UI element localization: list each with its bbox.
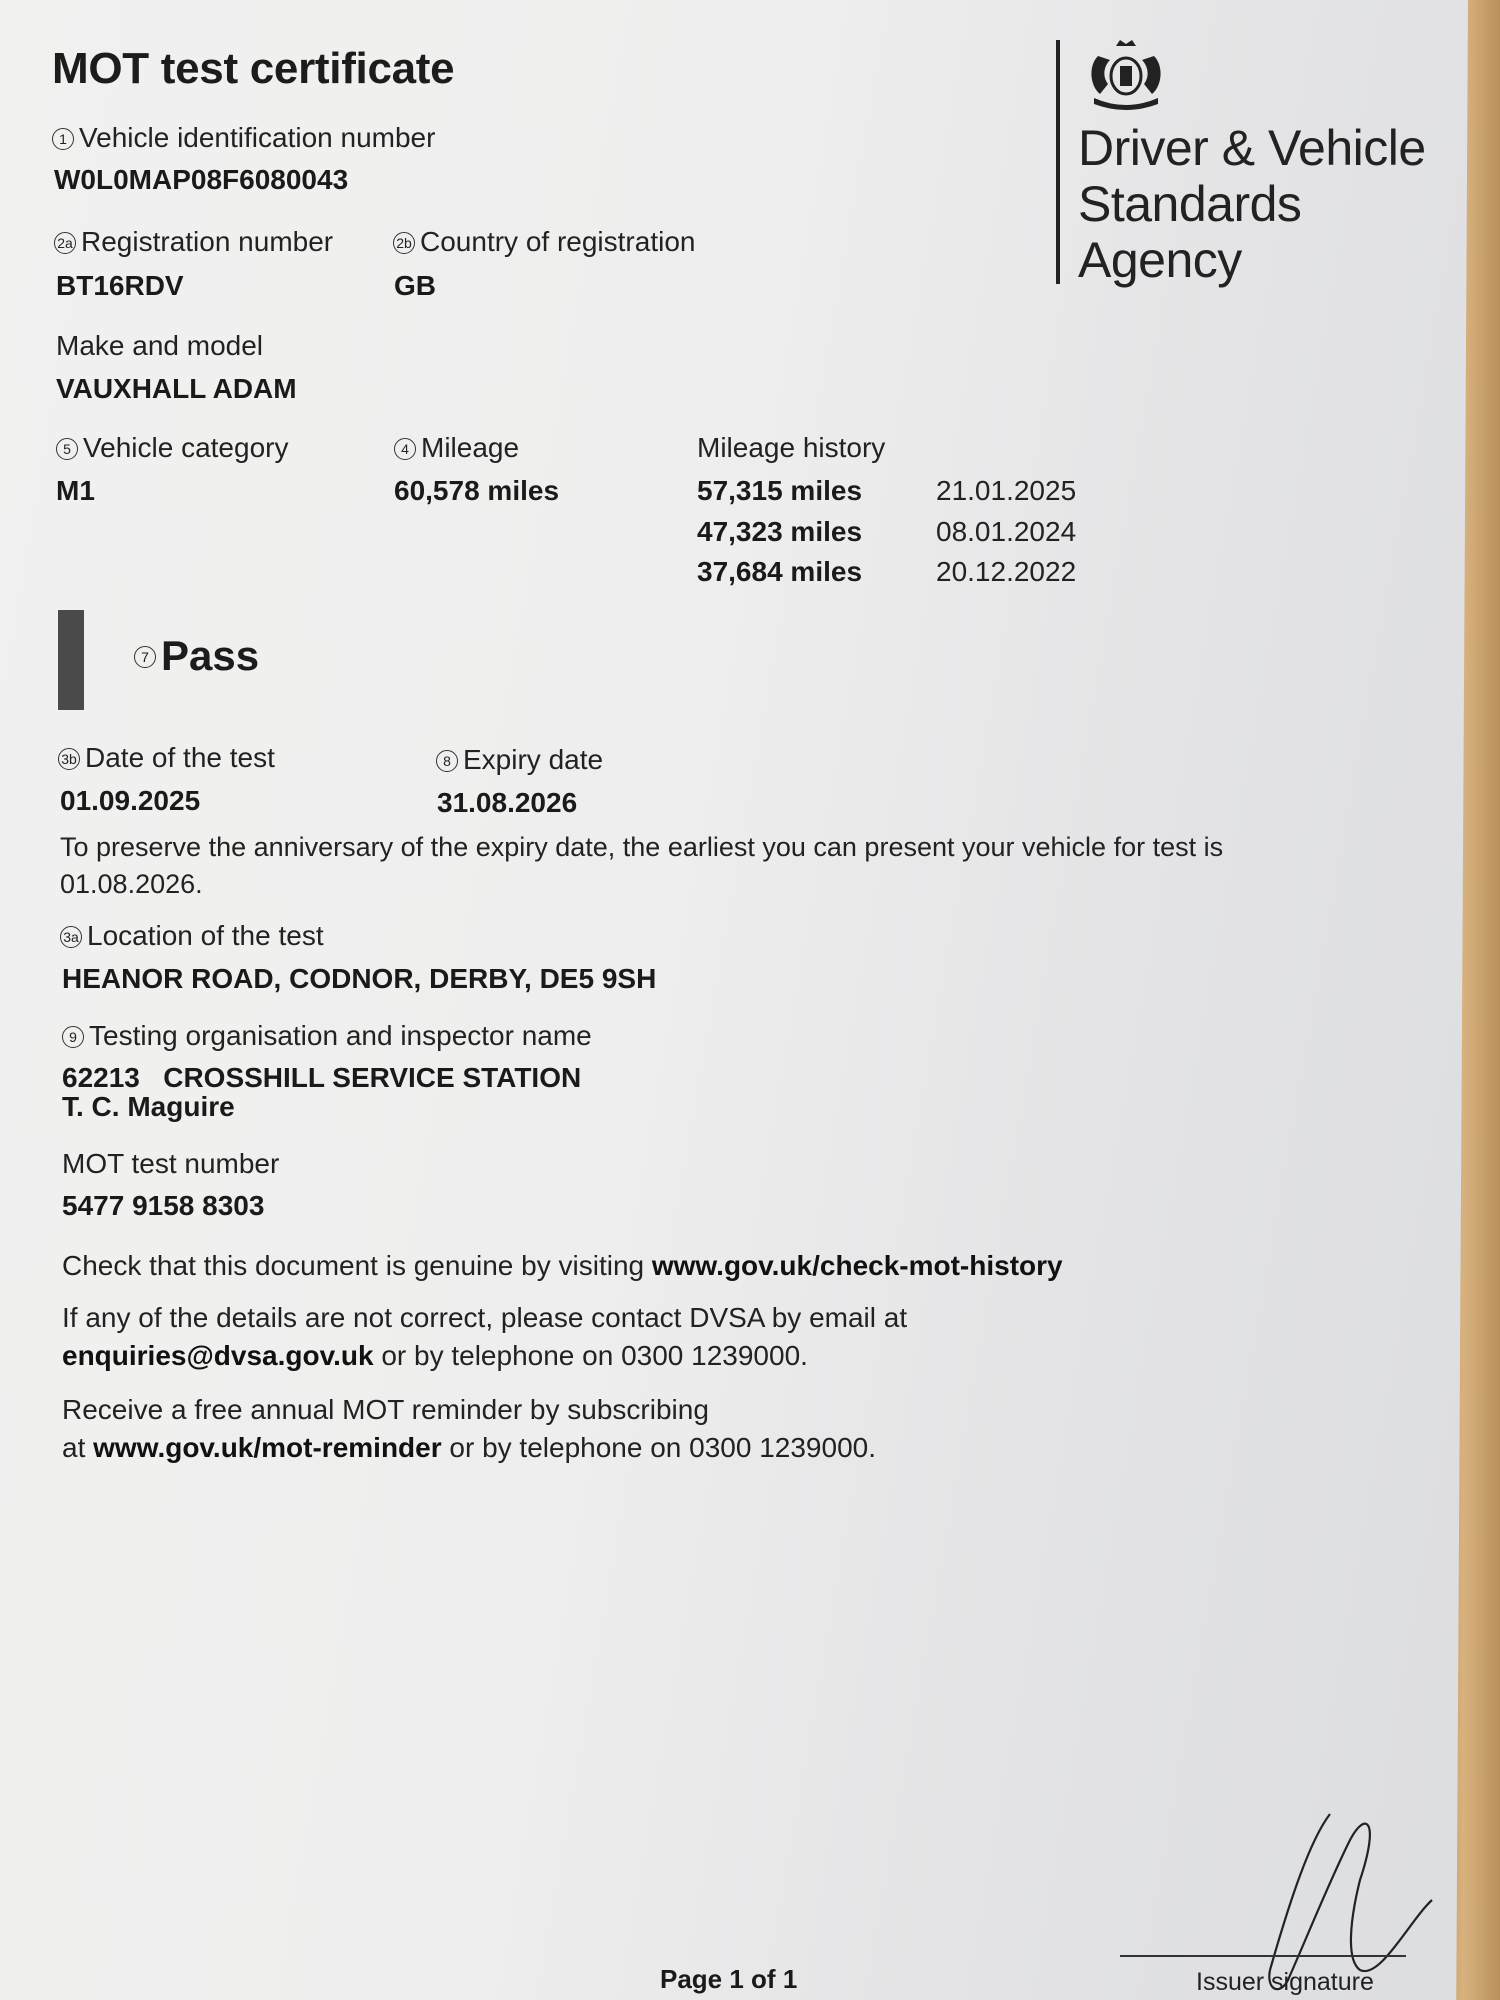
test-number-value: 5477 9158 8303 xyxy=(62,1190,265,1221)
anniversary-note-line-2: 01.08.2026. xyxy=(60,869,203,899)
agency-line-3: Agency xyxy=(1078,232,1242,288)
check-mot-history-link[interactable]: www.gov.uk/check-mot-history xyxy=(651,1250,1063,1281)
make-model-value: VAUXHALL ADAM xyxy=(56,373,297,404)
organisation-site xyxy=(62,1062,581,1094)
result-bar xyxy=(58,610,84,710)
country-label: 2b Country of registration xyxy=(393,226,695,258)
genuine-check-text: Check that this document is genuine by visiting www.gov.uk/check-mot-history xyxy=(62,1250,1063,1281)
field-number-badge: 3b xyxy=(58,748,80,770)
anniversary-note-line-1: To preserve the anniversary of the expiry date, the earliest you can present your vehicle for test is xyxy=(60,832,1224,862)
registration-value: BT16RDV xyxy=(56,270,184,301)
vin-value: W0L0MAP08F6080043 xyxy=(54,164,349,195)
reminder-line-1: Receive a free annual MOT reminder by subscribing xyxy=(62,1394,709,1425)
field-number-badge: 1 xyxy=(52,128,74,150)
royal-crest-icon xyxy=(1080,36,1172,116)
field-number-badge: 3a xyxy=(60,926,82,948)
agency-line-2: Standards xyxy=(1078,176,1302,232)
mileage-history-date-3: 20.12.2022 xyxy=(936,556,1077,587)
mileage-label: 4 Mileage xyxy=(394,432,519,464)
issuer-signature-label: Issuer signature xyxy=(1196,1968,1374,1996)
contact-line-1: If any of the details are not correct, please contact DVSA by email at xyxy=(62,1302,908,1333)
field-number-badge: 4 xyxy=(394,438,416,460)
expiry-date-label: 8 Expiry date xyxy=(436,744,603,776)
test-number-label: MOT test number xyxy=(62,1148,280,1179)
expiry-date-value: 31.08.2026 xyxy=(437,787,578,818)
test-date-value: 01.09.2025 xyxy=(60,785,201,816)
field-number-badge: 7 xyxy=(134,646,156,668)
field-number-badge: 9 xyxy=(62,1026,84,1048)
mileage-history-label: Mileage history xyxy=(697,432,886,463)
agency-divider xyxy=(1056,40,1060,284)
category-label: 5 Vehicle category xyxy=(56,432,288,464)
field-number-badge: 2a xyxy=(54,232,76,254)
registration-label: 2a Registration number xyxy=(54,226,333,258)
mileage-history-miles-3: 37,684 miles xyxy=(697,556,863,587)
test-date-label: 3b Date of the test xyxy=(58,742,275,774)
location-value: HEANOR ROAD, CODNOR, DERBY, DE5 9SH xyxy=(62,963,657,994)
mileage-history-date-1: 21.01.2025 xyxy=(936,475,1077,506)
make-model-label: Make and model xyxy=(56,330,264,361)
page-title: MOT test certificate xyxy=(52,44,455,93)
reminder-line-2: at www.gov.uk/mot-reminder or by telephone on 0300 1239000. xyxy=(62,1432,876,1463)
mileage-history-miles-2: 47,323 miles xyxy=(697,516,863,547)
category-value: M1 xyxy=(56,475,95,506)
organisation-label: 9 Testing organisation and inspector name xyxy=(62,1020,592,1052)
mileage-history-date-2: 08.01.2024 xyxy=(936,516,1077,547)
field-number-badge: 5 xyxy=(56,438,78,460)
test-result: 7 Pass xyxy=(134,632,259,680)
inspector-name: T. C. Maguire xyxy=(62,1091,235,1122)
agency-line-1: Driver & Vehicle xyxy=(1078,120,1426,176)
site-id: 62213 xyxy=(62,1062,140,1093)
field-number-badge: 8 xyxy=(436,750,458,772)
location-label: 3a Location of the test xyxy=(60,920,324,952)
mileage-history-miles-1: 57,315 miles xyxy=(697,475,863,506)
country-value: GB xyxy=(394,270,436,301)
dvsa-email-link[interactable]: enquiries@dvsa.gov.uk xyxy=(62,1340,374,1371)
vin-label: 1 Vehicle identification number xyxy=(52,122,435,154)
agency-name xyxy=(1078,120,1426,288)
page-number: Page 1 of 1 xyxy=(660,1964,798,1994)
contact-line-2: enquiries@dvsa.gov.uk or by telephone on 0300 1239000. xyxy=(62,1340,808,1371)
site-name: CROSSHILL SERVICE STATION xyxy=(163,1062,582,1093)
mileage-value: 60,578 miles xyxy=(394,475,560,506)
mot-reminder-link[interactable]: www.gov.uk/mot-reminder xyxy=(93,1432,442,1463)
signature-line xyxy=(1120,1955,1406,1957)
field-number-badge: 2b xyxy=(393,232,415,254)
